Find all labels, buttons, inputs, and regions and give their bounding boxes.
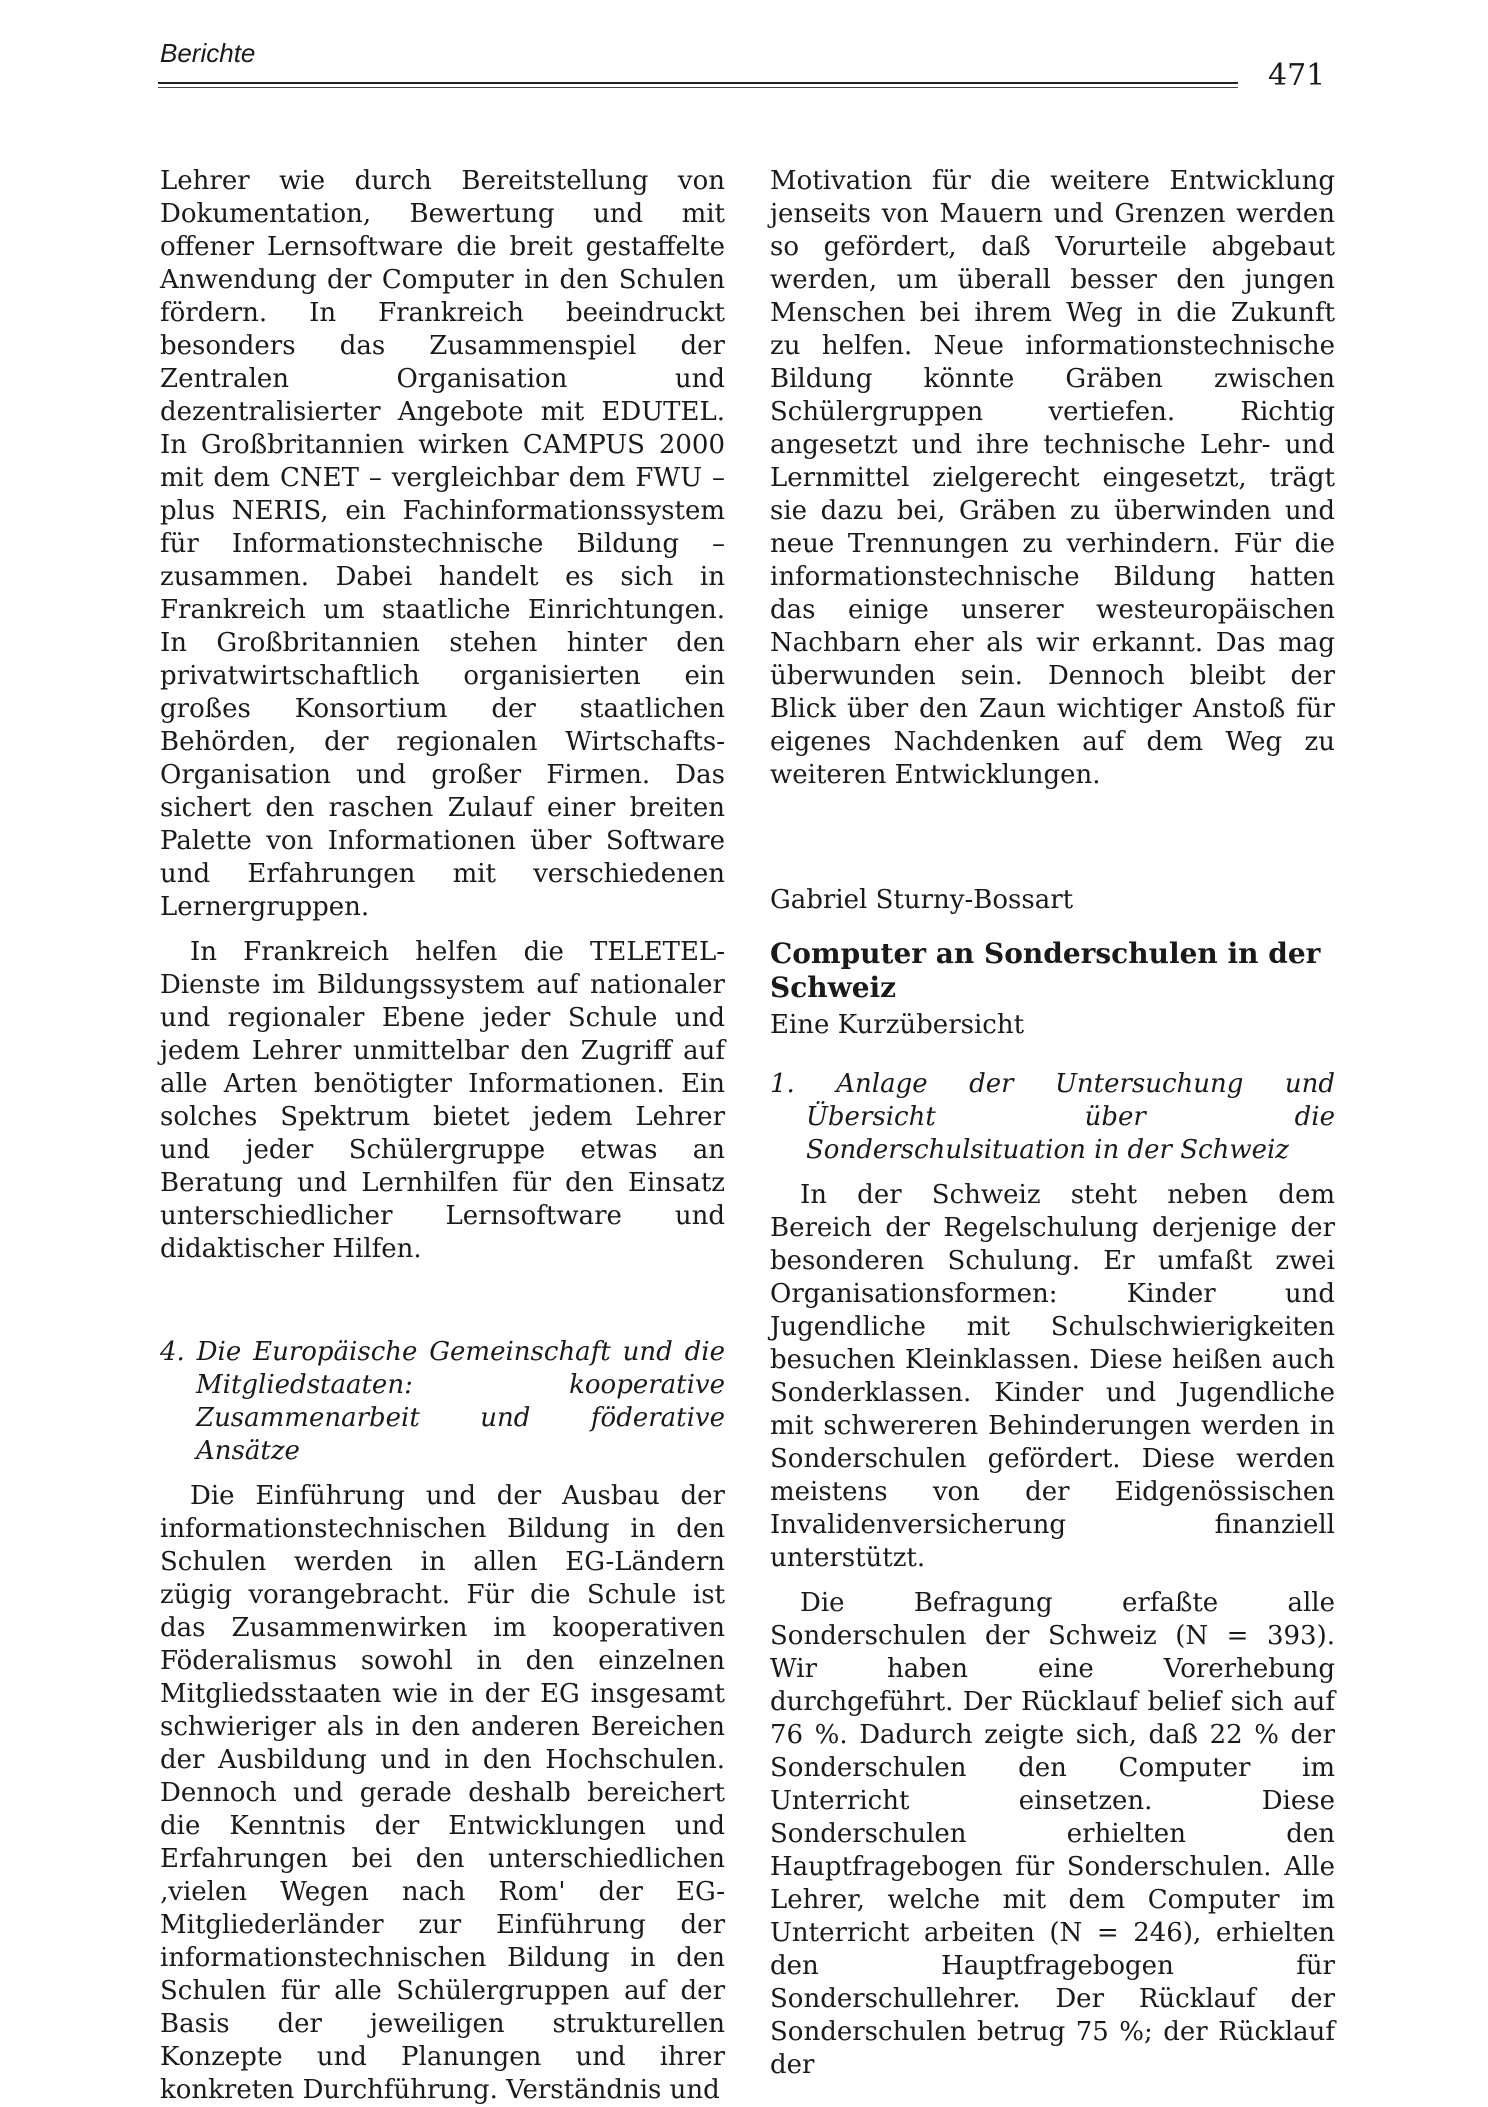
header-rule [158, 82, 1238, 84]
section-heading: 1. Anlage der Untersuchung und Übersicht über die Sonderschulsituation in der Schweiz [770, 1069, 1335, 1165]
body-paragraph: Motivation für die weitere Entwicklung jenseits von Mauern und Grenzen werden so gefördert, daß Vorurteile abgebaut werden, um überall besser den jungen Menschen bei ihrem Weg in die Zukunft zu helfen. Neue informationstechnische Bildung könnte Gräben zwischen Schülergruppen vertiefen. Richtig angesetzt und ihre technische Lehr- und Lernmittel zielgerecht eingesetzt, trägt sie dazu bei, Gräben zu überwinden und neue Trennungen zu verhindern. Für die informationstechnische Bildung hatten das einige unserer westeuropäischen Nachbarn eher als wir erkannt. Das mag überwunden sein. Dennoch bleibt der Blick über den Zaun wichtiger Anstoß für eigenes Nachdenken auf dem Weg zu weiteren Entwicklungen. [770, 166, 1335, 790]
section-heading: 4. Die Europäische Gemeinschaft und die Mitgliedstaaten: kooperative Zusammenarbeit und föderative Ansätze [160, 1337, 725, 1466]
right-column [770, 165, 1335, 2082]
header-rule-thin [158, 87, 1238, 88]
body-paragraph: Lehrer wie durch Bereitstellung von Dokumentation, Bewertung und mit offener Lernsoftware die breit gestaffelte Anwendung der Computer in den Schulen fördern. In Frankreich beeindruckt besonders das Zusammenspiel der Zentralen Organisation und dezentralisierter Angebote mit EDUTEL. In Großbritannien wirken CAMPUS 2000 mit dem CNET – vergleichbar dem FWU – plus NERIS, ein Fachinformationssystem für Informationstechnische Bildung – zusammen. Dabei handelt es sich in Frankreich um staatliche Einrichtungen. In Großbritannien stehen hinter den privatwirtschaftlich organisierten ein großes Konsortium der staatlichen Behörden, der regionalen Wirtschafts-Organisation und großer Firmen. Das sichert den raschen Zulauf einer breiten Palette von Informationen über Software und Erfahrungen mit verschiedenen Lernergruppen. [160, 166, 725, 922]
article-author: Gabriel Sturny-Bossart [770, 885, 1074, 915]
body-paragraph: In Frankreich helfen die TELETEL-Dienste im Bildungssystem auf nationaler und regionaler Ebene jeder Schule und jedem Lehrer unmittelbar den Zugriff auf alle Arten benötigter Informationen. Ein solches Spektrum bietet jedem Lehrer und jeder Schülergruppe etwas an Beratung und Lernhilfen für den Einsatz unterschiedlicher Lernsoftware und didaktischer Hilfen. [160, 937, 725, 1264]
page-number: 471 [1268, 58, 1326, 93]
running-header: Berichte [160, 38, 256, 68]
article-title: Computer an Sonderschulen in der Schweiz [770, 937, 1321, 1004]
body-paragraph: Die Einführung und der Ausbau der informationstechnischen Bildung in den Schulen werden in allen EG-Ländern zügig vorangebracht. Für die Schule ist das Zusammenwirken im kooperativen Föderalismus sowohl in den einzelnen Mitgliedsstaaten wie in der EG insgesamt schwieriger als in den anderen Bereichen der Ausbildung und in den Hochschulen. Dennoch und gerade deshalb bereichert die Kenntnis der Entwicklungen und Erfahrungen bei den unterschiedlichen ‚vielen Wegen nach Rom' der EG-Mitgliederländer zur Einführung der informationstechnischen Bildung in den Schulen für alle Schülergruppen auf der Basis der jeweiligen strukturellen Konzepte und Planungen und ihrer konkreten Durchführung. Verständnis und [160, 1481, 725, 2105]
left-column [160, 165, 725, 2107]
body-paragraph: Die Befragung erfaßte alle Sonderschulen der Schweiz (N = 393). Wir haben eine Vorerhebung durchgeführt. Der Rücklauf belief sich auf 76 %. Dadurch zeigte sich, daß 22 % der Sonderschulen den Computer im Unterricht einsetzen. Diese Sonderschulen erhielten den Hauptfragebogen für Sonderschulen. Alle Lehrer, welche mit dem Computer im Unterricht arbeiten (N = 246), erhielten den Hauptfragebogen für Sonderschullehrer. Der Rücklauf der Sonderschulen betrug 75 %; der Rücklauf der [770, 1588, 1335, 2080]
article-subtitle: Eine Kurzübersicht [770, 1010, 1025, 1040]
body-paragraph: In der Schweiz steht neben dem Bereich der Regelschulung derjenige der besonderen Schulung. Er umfaßt zwei Organisationsformen: Kinder und Jugendliche mit Schulschwierigkeiten besuchen Kleinklassen. Diese heißen auch Sonderklassen. Kinder und Jugendliche mit schwereren Behinderungen werden in Sonderschulen gefördert. Diese werden meistens von der Eidgenössischen Invalidenversicherung finanziell unterstützt. [770, 1180, 1335, 1573]
